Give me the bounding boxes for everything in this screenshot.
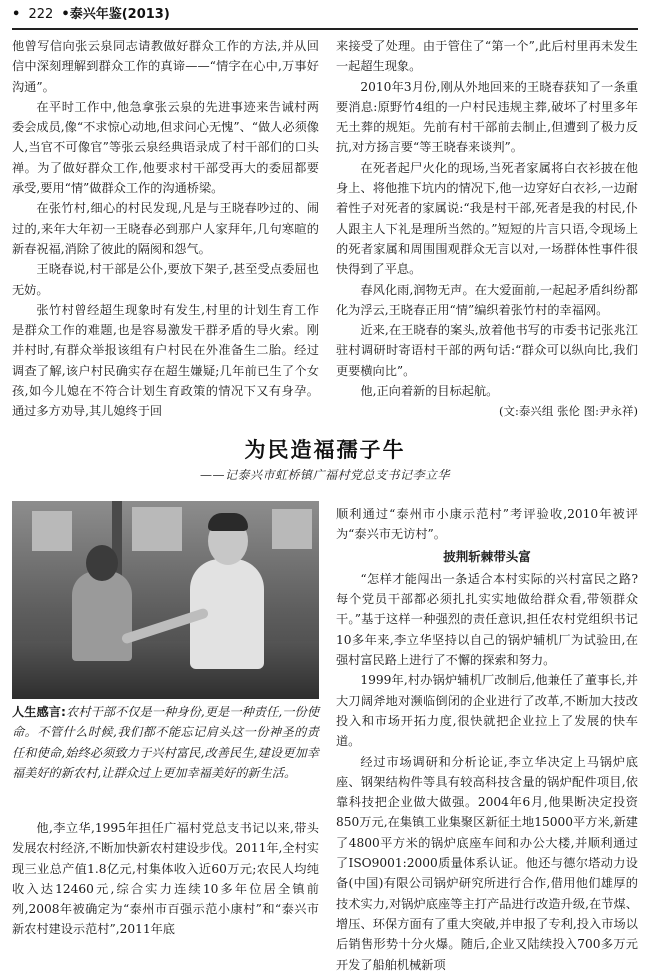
paragraph: 王晓春说,村干部是公仆,要放下架子,甚至受点委屈也无妨。 <box>12 262 319 297</box>
book-title: •泰兴年鉴(2013) <box>61 7 170 22</box>
paragraph: 他,正向着新的目标起航。 <box>360 384 499 399</box>
paragraph: 来接受了处理。由于管住了“第一个”,此后村里再未发生一起超生现象。 <box>336 39 638 74</box>
header-bullet: • <box>12 7 21 22</box>
article2-title: 为民造福孺子牛 <box>244 438 406 462</box>
page-number: 222 <box>28 7 54 22</box>
caption-text: 农村干部不仅是一种身份,更是一种责任,一份使命。不管什么时候,我们都不能忘记肩头这一份神圣的责任和使命,始终必须致力于兴村富民,改善民生,建设更加幸福美好的新农村,让群众过上更加幸福美好的新生活。 <box>12 705 320 780</box>
article-credit: (文:泰兴组 张伦 图:尹永祥) <box>498 404 638 419</box>
article2-left-column <box>12 818 319 940</box>
paragraph: 近来,在王晓春的案头,放着他书写的市委书记张兆江驻村调研时寄语村干部的两句话:“群众可以纵向比,我们更要横向比”。 <box>336 323 638 378</box>
paragraph: 1999年,村办锅炉辅机厂改制后,他兼任了董事长,并大刀阔斧地对濒临倒闭的企业进行了改革,不断加大技改投入和市场开拓力度,很快就把企业拉上了发展的快车道。 <box>336 673 638 749</box>
paragraph: 春风化雨,润物无声。在大爱面前,一起起矛盾纠纷都化为浮云,王晓春正用“情”编织着张竹村的幸福网。 <box>336 282 638 317</box>
paragraph: 他,李立华,1995年担任广福村党总支书记以来,带头发展农村经济,不断加快新农村建设步伐。2011年,全村实现三业总产值1.8亿元,村集体收入近60万元;农民人均纯收入达12460元,综合实力连续10多年位居全镇前列,2008年被确定为“泰州市百强示范小康村”和“泰兴市新农村建设示范村”,2011年底 <box>12 821 319 937</box>
article2-right-column <box>336 504 638 975</box>
paragraph: 张竹村曾经超生现象时有发生,村里的计划生育工作是群众工作的难题,也是容易激发干群矛盾的导火索。刚并村时,有群众举报该组有户村民在外准备生二胎。经过调查了解,该户村民确实存在超生嫌疑;几年前已生了个女孩,如今儿媳在不符合计划生育政策的情况下又有身孕。通过多方劝导,其儿媳终于回 <box>12 302 319 419</box>
header-rule <box>12 28 638 30</box>
caption-label: 人生感言: <box>12 705 66 719</box>
article1-right-column <box>336 36 638 422</box>
paragraph: “怎样才能闯出一条适合本村实际的兴村富民之路?每个党员干部都必须扎扎实实地做给群众看,带领群众干。”基于这样一种强烈的责任意识,担任农村党组织书记10多年来,李立华坚持以自己的锅炉辅机厂为试验田,在强村富民路上进行了不懈的探索和努力。 <box>336 571 638 668</box>
article-photo <box>12 501 319 699</box>
paragraph: 顺利通过“泰州市小康示范村”考评验收,2010年被评为“泰兴市无访村”。 <box>336 507 638 542</box>
article2-subtitle: ——记泰兴市虹桥镇广福村党总支书记李立华 <box>200 468 451 482</box>
running-header <box>12 6 638 24</box>
section-heading: 披荆斩棘带头富 <box>443 548 531 564</box>
paragraph: 在张竹村,细心的村民发现,凡是与王晓春吵过的、闹过的,来年大年初一王晓春必到那户人家拜年,几句寒暄的新春祝福,消除了彼此的隔阂和怨气。 <box>12 201 319 256</box>
photo-caption <box>12 702 319 783</box>
article1-left-column <box>12 36 319 422</box>
paragraph: 他曾写信向张云泉同志请教做好群众工作的方法,并从回信中深刻理解到群众工作的真谛——“情字在心中,万事好沟通”。 <box>12 39 319 94</box>
paragraph: 在死者起尸火化的现场,当死者家属将白衣衫披在他身上、将他推下坑内的情况下,他一边穿好白衣衫,一边耐着性子对死者的家属说:“我是村干部,死者是我的村民,仆人跟主人下礼是理所当然的。”短短的片言只语,令现场上的死者家属和周围围观群众无言以对,一场群体性事件很快得到了平息。 <box>336 160 638 277</box>
paragraph: 经过市场调研和分析论证,李立华决定上马锅炉底座、钢架结构件等具有较高科技含量的锅炉配件项目,依靠科技把企业做大做强。2004年6月,他果断决定投资850万元,在集镇工业集聚区新征土地15000平方米,新建了4800平方米的锅炉底座车间和办公大楼,并顺利通过了ISO9001:2000质量体系认证。他还与德尔塔动力设备(中国)有限公司锅炉研究所进行合作,借用他们雄厚的技术实力,对锅炉底座等主打产品进行改造升级,在节煤、增压、环保方面有了重大突破,并申报了专利,投入市场以后销售形势十分火爆。随后,企业又陆续投入700多万元开发了船舶机械新项 <box>336 754 638 972</box>
paragraph: 在平时工作中,他急拿张云泉的先进事迹来告诫村两委会成员,像“不求惊心动地,但求问心无愧”、“做人必须像人,当官不可像官”等张云泉经典语录成了村干部们的口头禅。为了做好群众工作,他要求村干部受再大的委屈都要承受,要用“情”做群众工作的沟通桥梁。 <box>12 99 319 196</box>
paragraph: 2010年3月份,刚从外地回来的王晓春获知了一条重要消息:原野竹4组的一户村民违规主葬,破坏了村里多年无土葬的规矩。先前有村干部前去制止,但遭到了极力反抗,对方扬言要“等王晓春来谈判”。 <box>336 79 638 155</box>
